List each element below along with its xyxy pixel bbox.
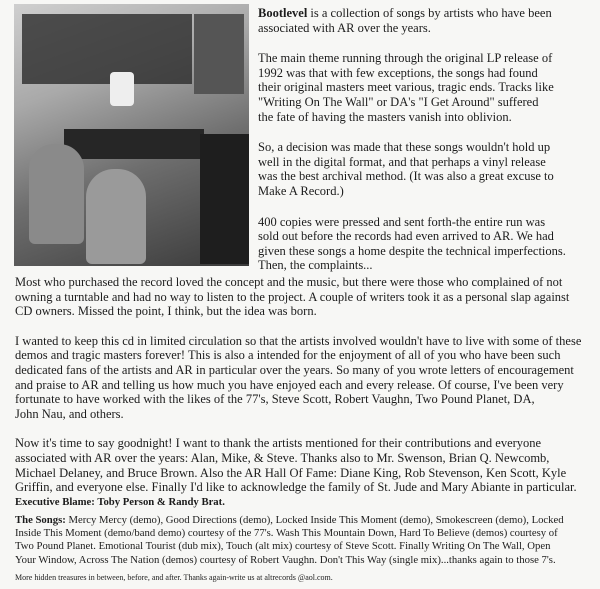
text-line: fortunate to have worked with the likes of the 77's, Steve Scott, Robert Vaughn, Two Pound Planet, DA, — [15, 392, 535, 407]
text-line: I wanted to keep this cd in limited circulation so that the artists involved wouldn't have to live with some of these — [15, 333, 582, 348]
photo-children-record-player — [14, 4, 249, 266]
executive-line: Executive Blame: Toby Person & Randy Brat. — [15, 496, 225, 508]
text-line: So, a decision was made that these songs wouldn't hold up — [258, 140, 551, 155]
text-line: Make A Record.) — [258, 183, 344, 198]
text-line: John Nau, and others. — [15, 406, 124, 421]
text-fragment: is a collection of songs by artists who have been — [307, 6, 552, 20]
footer-text: More hidden treasures in between, before, and after. Thanks again-write us at altrecords @aol.com. — [15, 573, 333, 582]
text-line — [15, 514, 593, 527]
intro-paragraph — [258, 51, 596, 124]
text-line: Most who purchased the record loved the concept and the music, but there were those who complained of not — [15, 275, 563, 289]
text-line: The main theme running through the original LP release of — [258, 51, 553, 66]
child-left-shape — [29, 144, 84, 244]
intro-paragraph — [258, 140, 596, 198]
text-line: dedicated fans of the artists and AR in particular over the years. So many of you wrote letters of encouragement — [15, 362, 574, 377]
text-line: CD owners. Missed the point, I think, but the idea was born. — [15, 304, 317, 319]
window-shape — [22, 14, 192, 84]
body-text — [15, 275, 593, 495]
text-line: owning a turntable and had no way to listen to the project. A couple of writers took it as a personal slap against — [15, 289, 570, 304]
text-line: associated with AR over the years. — [258, 20, 431, 35]
text-fragment: Mercy Mercy (demo), Good Directions (demo), Locked Inside This Moment (demo), Smokescreen (demo), Locked — [65, 514, 564, 526]
text-line: Inside This Moment (demo/band demo) courtesy of the 77's. Wash This Mountain Down, Hard To Believe (demos) courtesy of — [15, 527, 558, 540]
bed-shape — [200, 134, 249, 264]
text-line: was the best archival method. (It was also a great excuse to — [258, 169, 554, 184]
text-line: Your Window, Across The Nation (demos) courtesy of Robert Vaughn. Don't This Way (single mix)...thanks again to those 7's. — [15, 553, 556, 566]
title-bootlevel: Bootlevel — [258, 6, 308, 20]
text-line: the fate of having the masters vanish into oblivion. — [258, 109, 512, 124]
record-player-shape — [64, 129, 204, 159]
body-paragraph — [15, 334, 593, 422]
body-paragraph — [15, 275, 593, 319]
text-line — [258, 6, 596, 21]
text-line: Then, the complaints... — [258, 258, 373, 273]
footer-note — [15, 573, 593, 583]
picture-frame-shape — [194, 14, 244, 94]
text-line: well in the digital format, and that perhaps a vinyl release — [258, 154, 546, 169]
text-line: Two Pound Planet. Emotional Tourist (dub mix), Touch (alt mix) courtesy of Steve Scott. Finally Writing On The Wall, Open — [15, 540, 551, 553]
text-line: and praise to AR and telling us how much you have enjoyed each and every release. Of course, I've been very — [15, 377, 564, 392]
text-line: Now it's time to say goodnight! I want to thank the artists mentioned for their contributions and everyone — [15, 436, 542, 451]
text-line: demos and tragic masters forever! This is also a intended for the enjoyment of all of you who have been such — [15, 348, 561, 363]
text-line: "Writing On The Wall" or DA's "I Get Around" suffered — [258, 94, 539, 109]
executive-credit — [15, 496, 593, 509]
text-line: their original masters meet various, tragic ends. Tracks like — [258, 80, 554, 95]
songs-label: The Songs: — [15, 514, 66, 526]
lamp-shape — [110, 72, 134, 106]
body-paragraph — [15, 436, 593, 494]
text-line: associated with AR over the years: Alan, Mike, & Steve. Thanks also to Mr. Swenson, Brian Q. Newcomb, — [15, 450, 550, 465]
intro-column — [258, 6, 596, 273]
text-line: Michael Delaney, and Bruce Brown. Also the AR Hall Of Fame: Diane King, Rob Stevenson, Ken Scott, Kyle — [15, 465, 567, 480]
songs-credit — [15, 514, 593, 567]
text-line: sold out before the records had even arrived to AR. We had — [258, 229, 554, 244]
text-line: 1992 was that with few exceptions, the songs had found — [258, 65, 538, 80]
text-line: 400 copies were pressed and sent forth-the entire run was — [258, 214, 546, 229]
intro-paragraph — [258, 215, 596, 273]
text-line: Griffin, and everyone else. Finally I'd like to acknowledge the family of St. Jude and Mary Abiante in particular. — [15, 480, 577, 495]
intro-paragraph — [258, 6, 596, 35]
text-line: given these songs a home despite the technical imperfections. — [258, 243, 566, 258]
child-right-shape — [86, 169, 146, 264]
